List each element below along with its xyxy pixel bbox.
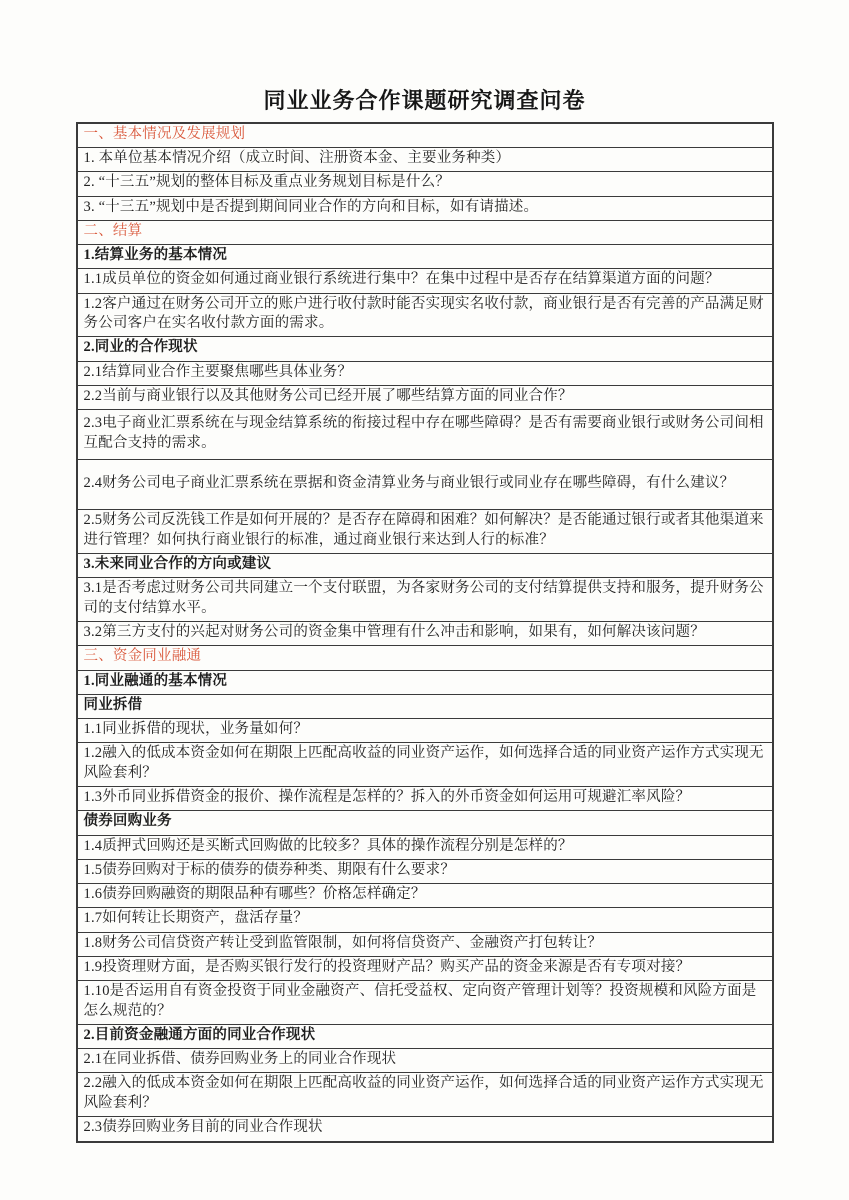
section-header-row: 一、基本情况及发展规划 — [78, 124, 772, 148]
question-row: 3. “十三五”规划中是否提到期间同业合作的方向和目标，如有请描述。 — [78, 197, 772, 221]
questionnaire-table — [76, 122, 774, 1143]
question-row: 1.10是否运用自有资金投资于同业金融资产、信托受益权、定向资产管理计划等？投资规模和风险方面是怎么规范的？ — [78, 981, 772, 1025]
question-row: 1.1成员单位的资金如何通过商业银行系统进行集中？在集中过程中是否存在结算渠道方面的问题？ — [78, 269, 772, 293]
question-row: 3.1是否考虑过财务公司共同建立一个支付联盟，为各家财务公司的支付结算提供支持和服务，提升财务公司的支付结算水平。 — [78, 578, 772, 622]
question-row: 1. 本单位基本情况介绍（成立时间、注册资本金、主要业务种类） — [78, 148, 772, 172]
question-row: 2.3债券回购业务目前的同业合作现状 — [83, 1119, 323, 1136]
subsection-header-row: 同业拆借 — [78, 695, 772, 719]
question-row: 1.7如何转让长期资产，盘活存量？ — [78, 908, 772, 932]
question-row: 1.9投资理财方面，是否购买银行发行的投资理财产品？购买产品的资金来源是否有专项对接？ — [78, 957, 772, 981]
subsection-header-row: 2.同业的合作现状 — [78, 337, 772, 361]
question-row: 2.1结算同业合作主要聚焦哪些具体业务？ — [78, 362, 772, 386]
section-header-row: 三、资金同业融通 — [78, 646, 772, 670]
subsection-header-row: 3.未来同业合作的方向或建议 — [78, 554, 772, 578]
subsection-header-row: 1.结算业务的基本情况 — [78, 245, 772, 269]
question-row: 1.2融入的低成本资金如何在期限上匹配高收益的同业资产运作，如何选择合适的同业资产运作方式实现无风险套利？ — [78, 743, 772, 787]
question-row: 1.1同业拆借的现状，业务量如何？ — [78, 719, 772, 743]
page-title: 同业业务合作课题研究调查问卷 — [263, 88, 586, 113]
subsection-header-row: 2.目前资金融通方面的同业合作现状 — [78, 1025, 772, 1049]
question-row: 2.1在同业拆借、债券回购业务上的同业合作现状 — [78, 1049, 772, 1073]
question-row: 1.5债券回购对于标的债券的债券种类、期限有什么要求？ — [78, 860, 772, 884]
subsection-header-row: 债券回购业务 — [78, 811, 772, 835]
question-row: 2.3电子商业汇票系统在与现金结算系统的衔接过程中存在哪些障碍？是否有需要商业银行或财务公司间相互配合支持的需求。 — [78, 410, 772, 460]
question-row: 2.2融入的低成本资金如何在期限上匹配高收益的同业资产运作，如何选择合适的同业资产运作方式实现无风险套利？ — [78, 1073, 772, 1117]
question-row: 2.5财务公司反洗钱工作是如何开展的？是否存在障碍和困难？如何解决？是否能通过银行或者其他渠道来进行管理？如何执行商业银行的标准，通过商业银行来达到人行的标准？ — [78, 510, 772, 554]
question-row: 1.4质押式回购还是买断式回购做的比较多？具体的操作流程分别是怎样的？ — [78, 836, 772, 860]
section-header-row: 二、结算 — [78, 221, 772, 245]
subsection-header-row: 1.同业融通的基本情况 — [78, 671, 772, 695]
question-row: 1.6债券回购融资的期限品种有哪些？价格怎样确定？ — [78, 884, 772, 908]
question-row: 2.2当前与商业银行以及其他财务公司已经开展了哪些结算方面的同业合作？ — [78, 386, 772, 410]
question-row: 1.8财务公司信贷资产转让受到监管限制，如何将信贷资产、金融资产打包转让？ — [78, 933, 772, 957]
question-row: 2. “十三五”规划的整体目标及重点业务规划目标是什么？ — [78, 172, 772, 196]
question-row: 1.3外币同业拆借资金的报价、操作流程是怎样的？拆入的外币资金如何运用可规避汇率风险？ — [78, 787, 772, 811]
question-row: 3.2第三方支付的兴起对财务公司的资金集中管理有什么冲击和影响，如果有，如何解决该问题？ — [78, 622, 772, 646]
question-row: 1.2客户通过在财务公司开立的账户进行收付款时能否实现实名收付款，商业银行是否有完善的产品满足财务公司客户在实名收付款方面的需求。 — [78, 294, 772, 338]
question-row: 2.4财务公司电子商业汇票系统在票据和资金清算业务与商业银行或同业存在哪些障碍，有什么建议？ — [78, 460, 772, 510]
